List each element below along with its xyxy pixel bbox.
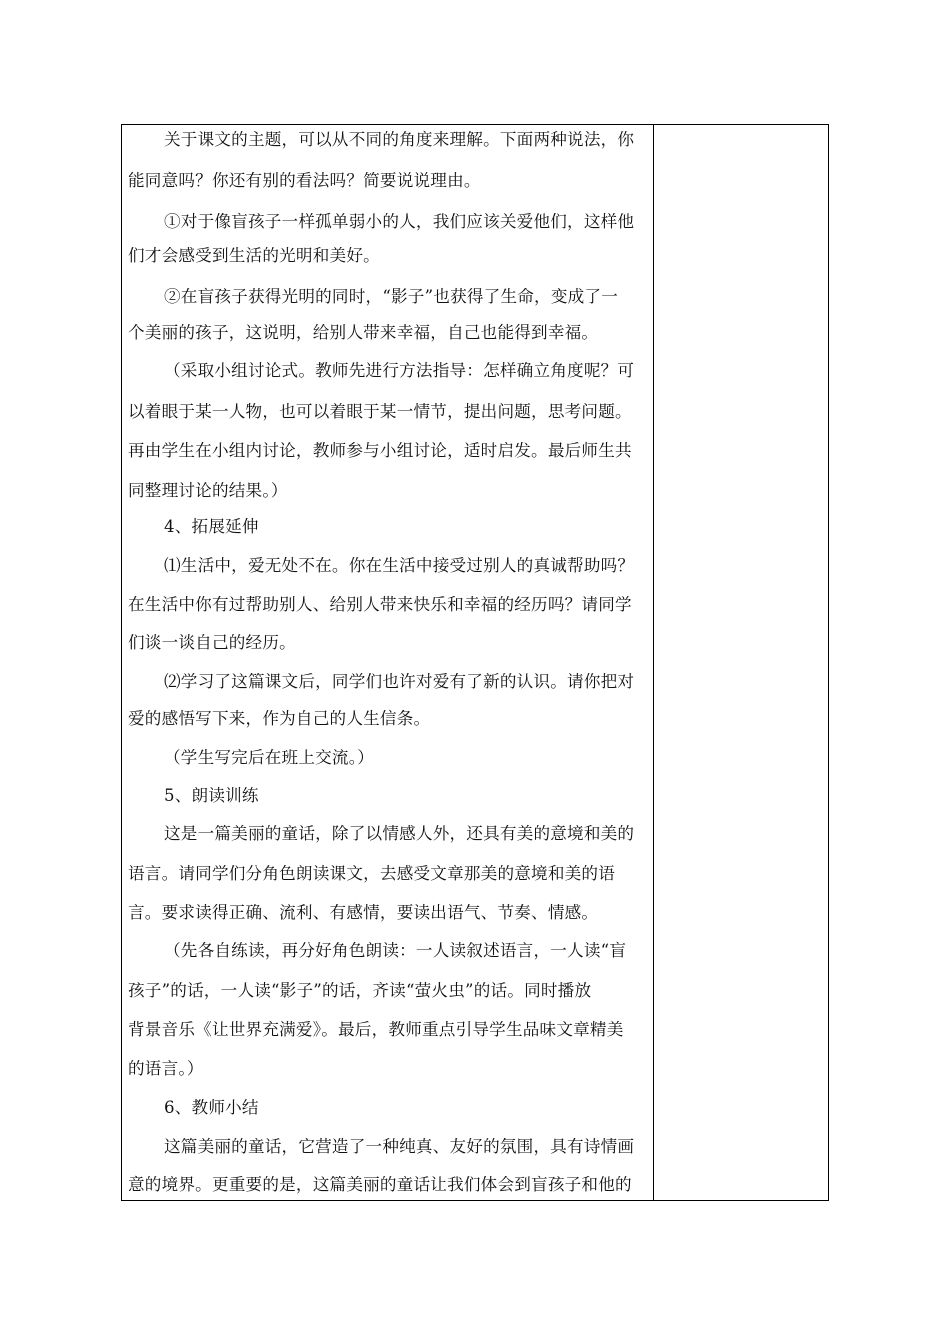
text-line: 言。要求读得正确、流利、有感情，要读出语气、节奏、情感。 [128, 903, 599, 922]
text-line: 个美丽的孩子，这说明，给别人带来幸福，自己也能得到幸福。 [128, 323, 599, 342]
text-line: 再由学生在小组内讨论，教师参与小组讨论，适时启发。最后师生共 [128, 441, 632, 460]
notes-cell [654, 125, 828, 1200]
section-heading: 4、拓展延伸 [164, 517, 259, 536]
text-line: 同整理讨论的结果。） [128, 481, 288, 500]
text-line: 们谈一谈自己的经历。 [128, 633, 296, 652]
section-heading: 5、朗读训练 [164, 786, 259, 805]
text-line: ⑴生活中，爱无处不在。你在生活中接受过别人的真诚帮助吗？ [164, 556, 635, 575]
lesson-table [121, 124, 829, 1201]
text-line: ⑵学习了这篇课文后，同学们也许对爱有了新的认识。请你把对 [164, 672, 635, 691]
section-heading: 6、教师小结 [164, 1098, 259, 1117]
text-line: ①对于像盲孩子一样孤单弱小的人，我们应该关爱他们，这样他 [164, 212, 635, 231]
text-line: 爱的感悟写下来，作为自己的人生信条。 [128, 709, 431, 728]
text-line: 孩子”的话，一人读“影子”的话，齐读“萤火虫”的话。同时播放 [128, 981, 592, 1000]
text-line: 这是一篇美丽的童话，除了以情感人外，还具有美的意境和美的 [164, 824, 635, 843]
text-line: ②在盲孩子获得光明的同时，“影子”也获得了生命，变成了一 [164, 287, 619, 306]
text-line: （学生写完后在班上交流。） [164, 748, 375, 767]
text-line: 关于课文的主题，可以从不同的角度来理解。下面两种说法，你 [164, 130, 635, 149]
text-line: 在生活中你有过帮助别人、给别人带来快乐和幸福的经历吗？请同学 [128, 595, 632, 614]
text-line: （先各自练读，再分好角色朗读：一人读叙述语言，一人读“盲 [164, 941, 627, 960]
text-line: （采取小组讨论式。教师先进行方法指导：怎样确立角度呢？可 [164, 361, 635, 380]
text-line: 这篇美丽的童话，它营造了一种纯真、友好的氛围，具有诗情画 [164, 1137, 635, 1156]
lesson-content-cell [122, 125, 653, 1200]
text-line: 意的境界。更重要的是，这篇美丽的童话让我们体会到盲孩子和他的 [128, 1175, 632, 1194]
text-line: 语言。请同学们分角色朗读课文，去感受文章那美的意境和美的语 [128, 864, 616, 883]
text-line: 们才会感受到生活的光明和美好。 [128, 246, 380, 265]
text-line: 的语言。） [128, 1059, 204, 1078]
text-line: 能同意吗？你还有别的看法吗？简要说说理由。 [128, 171, 481, 190]
text-line: 背景音乐《让世界充满爱》。最后，教师重点引导学生品味文章精美 [128, 1020, 624, 1039]
text-line: 以着眼于某一人物，也可以着眼于某一情节，提出问题，思考问题。 [128, 402, 632, 421]
